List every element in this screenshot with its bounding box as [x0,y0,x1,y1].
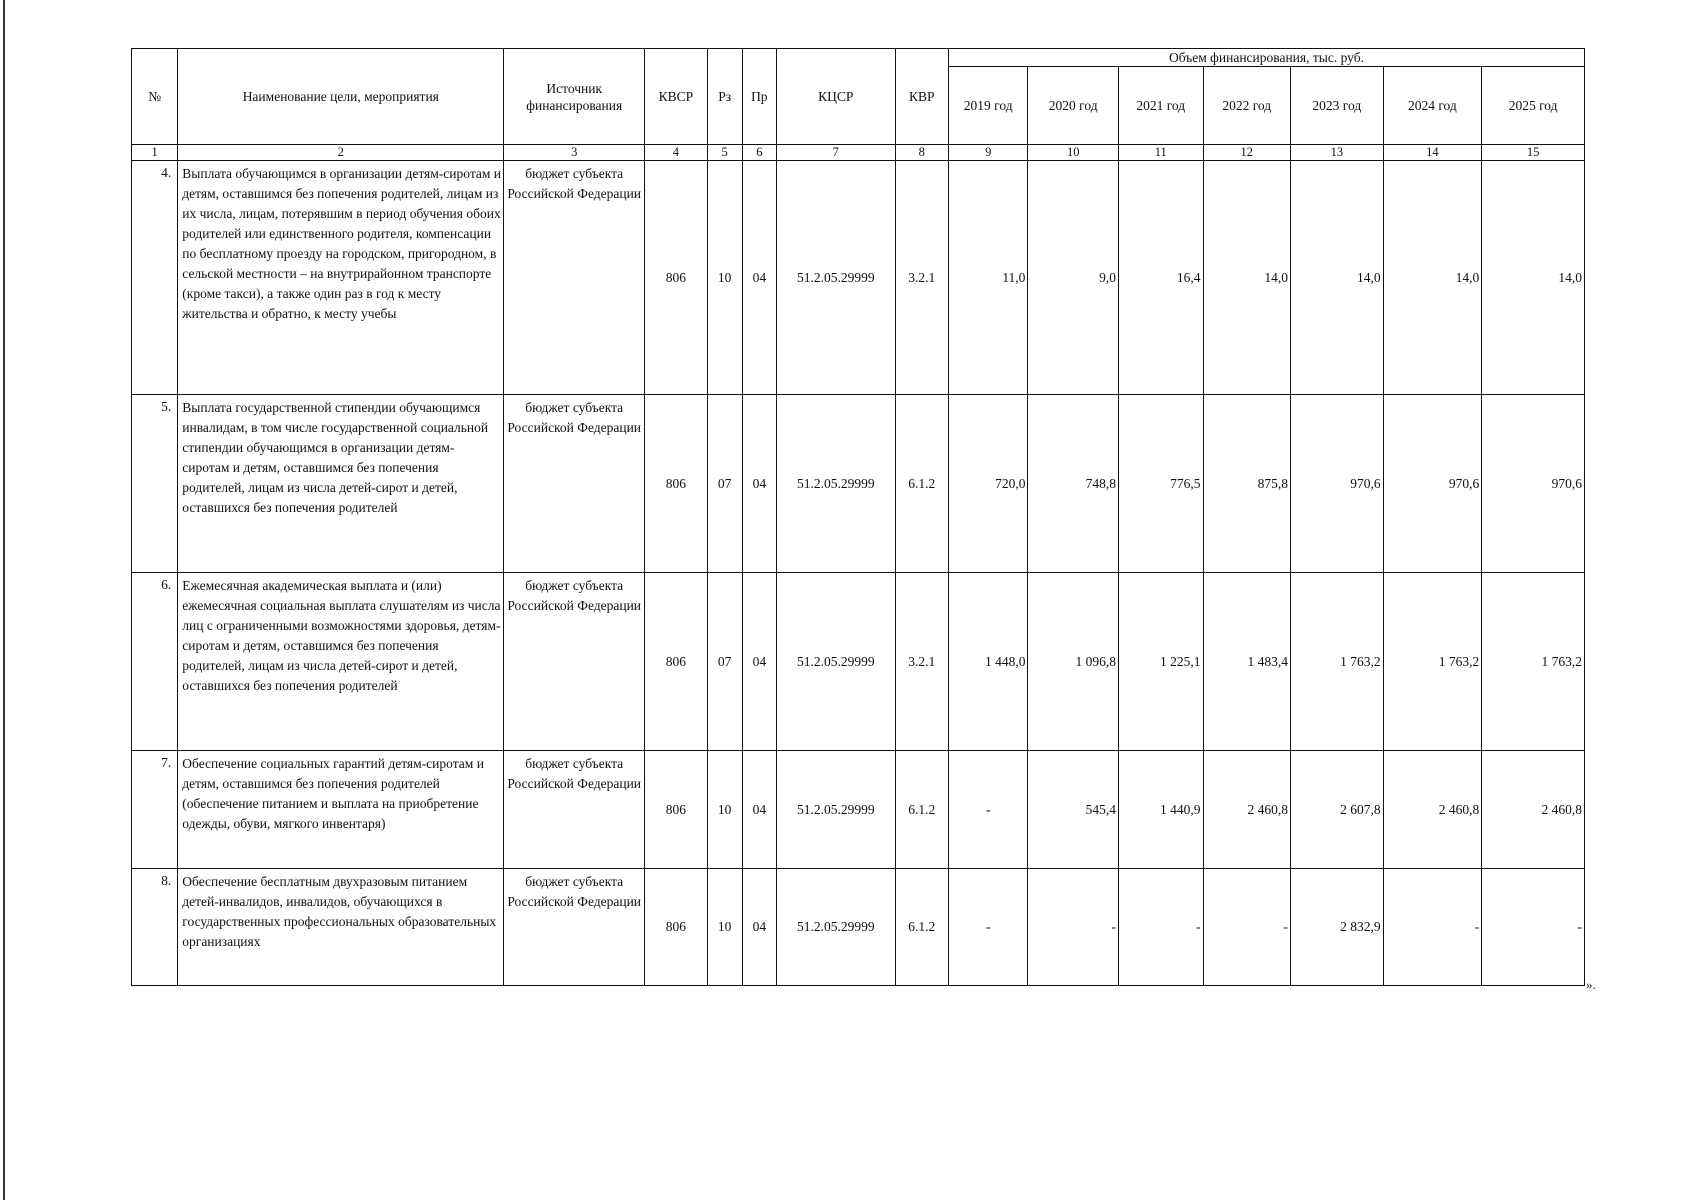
funding-source: бюджет субъекта Российской Федерации [504,573,645,751]
rz-code: 10 [707,869,742,986]
rz-code: 10 [707,161,742,395]
rz-code: 10 [707,751,742,869]
column-number: 12 [1203,145,1291,161]
column-number: 13 [1291,145,1384,161]
kcsr-code: 51.2.05.29999 [776,869,895,986]
row-number: 4. [132,161,178,395]
funding-source: бюджет субъекта Российской Федерации [504,869,645,986]
amount-2021: 16,4 [1118,161,1203,395]
column-number: 3 [504,145,645,161]
amount-2020: - [1028,869,1119,986]
row-number: 7. [132,751,178,869]
header-year-2023: 2023 год [1291,67,1384,145]
table-row [132,751,1585,869]
kvsr-code: 806 [645,161,707,395]
column-number-row [132,145,1585,161]
amount-2022: 1 483,4 [1203,573,1291,751]
amount-2019: - [948,751,1027,869]
funding-source: бюджет субъекта Российской Федерации [504,161,645,395]
pr-code: 04 [742,395,776,573]
amount-2023: 1 763,2 [1291,573,1384,751]
amount-2022: - [1203,869,1291,986]
amount-2022: 2 460,8 [1203,751,1291,869]
kcsr-code: 51.2.05.29999 [776,395,895,573]
kvr-code: 3.2.1 [895,573,948,751]
header-year-2021: 2021 год [1118,67,1203,145]
kvr-code: 6.1.2 [895,751,948,869]
amount-2021: - [1118,869,1203,986]
column-number: 10 [1028,145,1119,161]
column-number: 11 [1118,145,1203,161]
header-pr: Пр [742,49,776,145]
header-source: Источник финансирования [504,49,645,145]
amount-2025: 14,0 [1482,161,1585,395]
column-number: 8 [895,145,948,161]
kcsr-code: 51.2.05.29999 [776,573,895,751]
closing-quote-mark: ». [1586,977,1596,992]
financing-table [131,48,1585,986]
kvsr-code: 806 [645,751,707,869]
rz-code: 07 [707,573,742,751]
rz-code: 07 [707,395,742,573]
pr-code: 04 [742,751,776,869]
header-year-2020: 2020 год [1028,67,1119,145]
amount-2021: 1 225,1 [1118,573,1203,751]
financing-table-container [131,48,1585,986]
amount-2019: 1 448,0 [948,573,1027,751]
header-kvr: КВР [895,49,948,145]
amount-2023: 14,0 [1291,161,1384,395]
kcsr-code: 51.2.05.29999 [776,161,895,395]
amount-2023: 970,6 [1291,395,1384,573]
column-number: 2 [178,145,504,161]
column-number: 9 [948,145,1027,161]
column-number: 4 [645,145,707,161]
amount-2024: 14,0 [1383,161,1482,395]
amount-2019: 720,0 [948,395,1027,573]
row-number: 6. [132,573,178,751]
amount-2020: 545,4 [1028,751,1119,869]
activity-name: Выплата государственной стипендии обучающимся инвалидам, в том числе государственной социальной стипендии обучающимся в организации детям-сиротам и детям, оставшимся без попечения родителей, лицам из числа детей-сирот и детей, оставшихся без попечения родителей [178,395,504,573]
amount-2022: 875,8 [1203,395,1291,573]
kvr-code: 6.1.2 [895,869,948,986]
activity-name: Выплата обучающимся в организации детям-сиротам и детям, оставшимся без попечения родителей, лицам из их числа, лицам, потерявшим в период обучения обоих родителей или единственного родителя, компенсации по бесплатному проезду на городском, пригородном, в сельской местности – на внутрирайонном транспорте (кроме такси), а также один раз в год к месту жительства и обратно, к месту учебы [178,161,504,395]
column-number: 6 [742,145,776,161]
table-row [132,573,1585,751]
page-left-edge [3,0,5,1200]
amount-2025: - [1482,869,1585,986]
activity-name: Обеспечение бесплатным двухразовым питанием детей-инвалидов, инвалидов, обучающихся в государственных профессиональных образовательных организациях [178,869,504,986]
activity-name: Ежемесячная академическая выплата и (или) ежемесячная социальная выплата слушателям из числа лиц с ограниченными возможностями здоровья, детям-сиротам и детям, оставшимся без попечения родителей, лицам из числа детей-сирот и детей, оставшихся без попечения родителей [178,573,504,751]
amount-2019: 11,0 [948,161,1027,395]
amount-2024: 1 763,2 [1383,573,1482,751]
kcsr-code: 51.2.05.29999 [776,751,895,869]
amount-2025: 1 763,2 [1482,573,1585,751]
kvr-code: 6.1.2 [895,395,948,573]
table-row [132,869,1585,986]
amount-2019: - [948,869,1027,986]
amount-2022: 14,0 [1203,161,1291,395]
kvsr-code: 806 [645,869,707,986]
amount-2023: 2 832,9 [1291,869,1384,986]
column-number: 14 [1383,145,1482,161]
header-no: № [132,49,178,145]
column-number: 1 [132,145,178,161]
header-kvsr: КВСР [645,49,707,145]
amount-2021: 776,5 [1118,395,1203,573]
pr-code: 04 [742,161,776,395]
header-year-2024: 2024 год [1383,67,1482,145]
funding-source: бюджет субъекта Российской Федерации [504,751,645,869]
amount-2025: 970,6 [1482,395,1585,573]
kvr-code: 3.2.1 [895,161,948,395]
column-number: 15 [1482,145,1585,161]
kvsr-code: 806 [645,573,707,751]
kvsr-code: 806 [645,395,707,573]
activity-name: Обеспечение социальных гарантий детям-сиротам и детям, оставшимся без попечения родителей (обеспечение питанием и выплата на приобретение одежды, обуви, мягкого инвентаря) [178,751,504,869]
header-funding-group: Объем финансирования, тыс. руб. [948,49,1584,67]
table-row [132,161,1585,395]
row-number: 8. [132,869,178,986]
pr-code: 04 [742,869,776,986]
funding-source: бюджет субъекта Российской Федерации [504,395,645,573]
header-year-2019: 2019 год [948,67,1027,145]
header-rz: Рз [707,49,742,145]
amount-2020: 748,8 [1028,395,1119,573]
header-year-2025: 2025 год [1482,67,1585,145]
amount-2025: 2 460,8 [1482,751,1585,869]
amount-2020: 1 096,8 [1028,573,1119,751]
amount-2021: 1 440,9 [1118,751,1203,869]
amount-2020: 9,0 [1028,161,1119,395]
amount-2023: 2 607,8 [1291,751,1384,869]
amount-2024: - [1383,869,1482,986]
column-number: 7 [776,145,895,161]
row-number: 5. [132,395,178,573]
column-number: 5 [707,145,742,161]
header-year-2022: 2022 год [1203,67,1291,145]
table-row [132,395,1585,573]
amount-2024: 970,6 [1383,395,1482,573]
amount-2024: 2 460,8 [1383,751,1482,869]
header-name: Наименование цели, мероприятия [178,49,504,145]
header-kcsr: КЦСР [776,49,895,145]
pr-code: 04 [742,573,776,751]
